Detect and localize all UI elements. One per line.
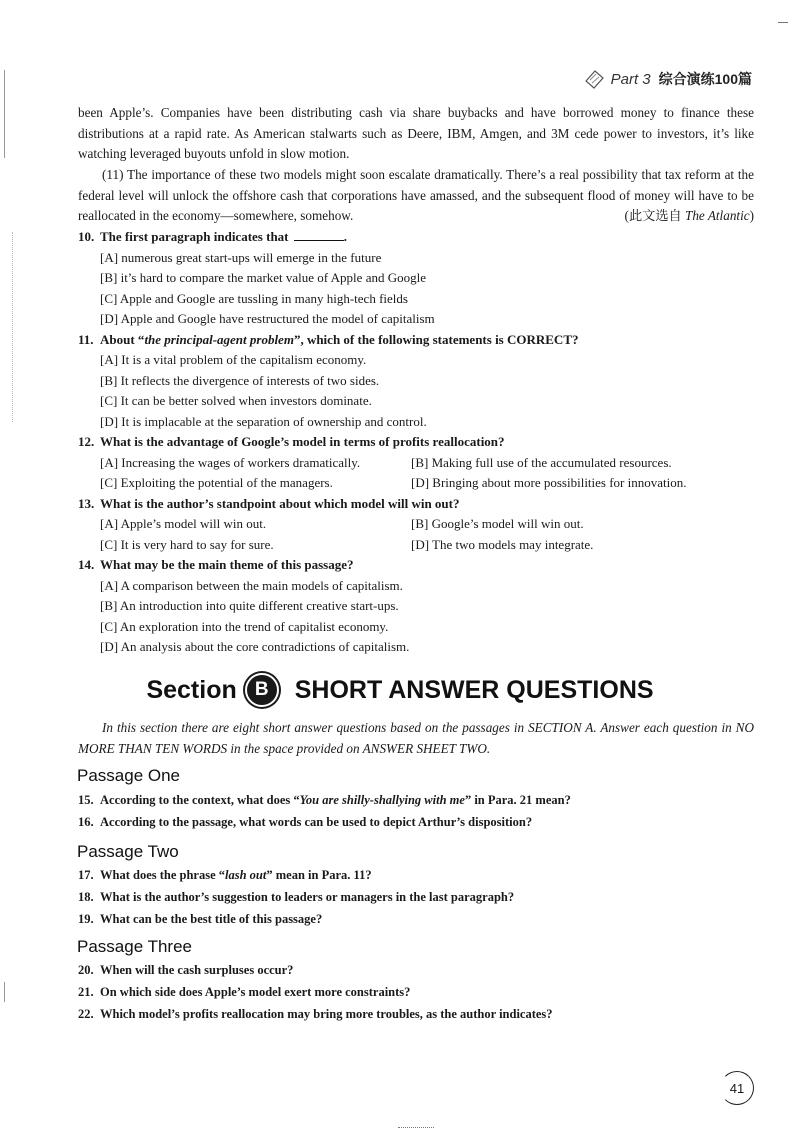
source-title: The Atlantic	[685, 208, 750, 223]
option: [B] Google’s model will win out.	[411, 516, 584, 531]
question-text: The first paragraph indicates that	[100, 229, 289, 244]
passage-heading: Passage Two	[77, 842, 179, 861]
source-note	[601, 206, 754, 227]
question-emphasis: lash out	[225, 868, 267, 882]
section-heading	[0, 673, 800, 707]
option: [B] it’s hard to compare the market value of Apple and Google	[100, 270, 426, 285]
question-stem	[78, 886, 758, 908]
question-number: 22.	[78, 1007, 94, 1021]
question-text: ”, which of the following statements is CORRECT?	[293, 331, 579, 347]
part-logo-icon	[583, 68, 607, 90]
section-instructions: In this section there are eight short answer questions based on the passages in SECTION A. Answer each question in NO MORE THAN TEN WORDS in the space provided on ANSWER SHEET TWO.	[78, 720, 754, 756]
source-prefix: (此文选自	[624, 208, 685, 223]
margin-line	[4, 982, 5, 1002]
option: [D] Apple and Google have restructured the model of capitalism	[100, 311, 435, 326]
short-answer-list	[78, 959, 758, 1025]
question-text: About “	[100, 331, 145, 347]
question-emphasis: You are shilly-shallying with me	[299, 793, 465, 807]
question-text: What may be the main theme of this passage?	[100, 557, 354, 572]
question-number: 14.	[78, 557, 95, 572]
option: [B] Making full use of the accumulated resources.	[411, 454, 672, 470]
section-cn-title: 综合演练100篇	[658, 71, 752, 87]
option: [D] It is implacable at the separation of ownership and control.	[100, 413, 427, 429]
question-stem	[78, 494, 758, 515]
question-number: 10.	[78, 229, 95, 244]
option: [D] The two models may integrate.	[411, 536, 594, 552]
option: [B] An introduction into quite different creative start-ups.	[100, 598, 399, 613]
short-answer-list	[78, 864, 758, 930]
question-stem	[78, 789, 758, 811]
option: [B] It reflects the divergence of interests of two sides.	[100, 372, 380, 388]
question-text: Which model’s profits reallocation may bring more troubles, as the author indicates?	[100, 1007, 553, 1021]
question-number: 17.	[78, 868, 94, 882]
option: [A] Apple’s model will win out.	[100, 516, 267, 531]
corner-mark	[778, 22, 788, 23]
question-text: On which side does Apple’s model exert more constraints?	[100, 985, 411, 999]
question-text: What is the advantage of Google’s model in terms of profits reallocation?	[100, 434, 505, 449]
option: [C] Apple and Google are tussling in many high-tech fields	[100, 290, 408, 306]
short-answer-list	[78, 789, 758, 833]
question-stem	[78, 959, 758, 981]
question-stem	[78, 1003, 758, 1025]
source-suffix: )	[749, 208, 754, 223]
bottom-mark	[398, 1127, 434, 1128]
question-text: What is the author’s standpoint about which model will win out?	[100, 495, 460, 511]
option: [A] numerous great start-ups will emerge in the future	[100, 249, 382, 265]
page-number: 41	[720, 1071, 754, 1105]
option: [C] Exploiting the potential of the managers.	[100, 475, 333, 490]
question-number: 15.	[78, 793, 94, 807]
question-text: What can be the best title of this passage?	[100, 912, 323, 926]
section-letter-badge: B	[245, 673, 279, 707]
question-stem	[78, 811, 758, 833]
question-number: 13.	[78, 495, 95, 511]
part-label: Part 3	[610, 70, 651, 88]
margin-line	[4, 70, 5, 158]
option: [D] Bringing about more possibilities for innovation.	[411, 475, 687, 490]
passage-heading: Passage Three	[77, 937, 192, 956]
question-text: ” mean in Para. 11?	[266, 868, 372, 882]
section-word: Section	[146, 675, 237, 704]
passage-paragraph-11	[78, 165, 754, 227]
question-text: ” in Para. 21 mean?	[464, 793, 571, 807]
question-stem	[78, 555, 758, 576]
question-number: 21.	[78, 985, 94, 999]
question-text: According to the passage, what words can be used to depict Arthur’s disposition?	[100, 815, 533, 829]
question-number: 19.	[78, 912, 94, 926]
question-text: According to the context, what does “	[100, 793, 300, 807]
running-header	[583, 68, 752, 90]
question-emphasis: the principal-agent problem	[144, 331, 294, 347]
answer-blank	[294, 230, 344, 241]
question-text: When will the cash surpluses occur?	[100, 963, 294, 977]
question-text: What does the phrase “	[100, 868, 226, 882]
section-title-text: SHORT ANSWER QUESTIONS	[294, 675, 654, 704]
question-number: 11.	[78, 331, 94, 347]
margin-dots	[12, 232, 15, 422]
question-text: What is the author’s suggestion to leaders or managers in the last paragraph?	[100, 890, 515, 904]
question-stem	[78, 864, 758, 886]
option: [D] An analysis about the core contradictions of capitalism.	[100, 639, 410, 654]
option: [C] An exploration into the trend of capitalist economy.	[100, 618, 389, 634]
option: [A] Increasing the wages of workers dramatically.	[100, 454, 361, 470]
option: [C] It is very hard to say for sure.	[100, 536, 274, 552]
option-row	[78, 535, 758, 556]
option: [C] It can be better solved when investors dominate.	[100, 393, 372, 408]
option-row	[78, 514, 758, 535]
paragraph-text: (11) The importance of these two models might soon escalate dramatically. There’s a real possibility that tax reform at the federal level will unlock the offshore cash that corporations have amassed, and the subsequent flood of money will have to be reallocated in the economy—somewhere, somehow.	[78, 167, 754, 223]
option-row	[78, 453, 758, 474]
question-stem	[78, 981, 758, 1003]
option: [A] It is a vital problem of the capitalism economy.	[100, 352, 367, 367]
question-number: 20.	[78, 963, 94, 977]
question-number: 18.	[78, 890, 94, 904]
question-number: 12.	[78, 434, 95, 449]
question-stem: 10. The first paragraph indicates that .	[78, 227, 758, 248]
question-stem	[78, 330, 758, 351]
question-number: 16.	[78, 815, 94, 829]
passage-paragraph: been Apple’s. Companies have been distributing cash via share buybacks and have borrowed money to finance these distributions at a rapid rate. As American stalwarts such as Deere, IBM, Amgen, and 3M cede power to investors, it’s like watching leveraged buyouts unfold in slow motion.	[78, 105, 754, 161]
question-stem	[78, 432, 758, 453]
question-stem	[78, 908, 758, 930]
option: [A] A comparison between the main models of capitalism.	[100, 577, 403, 593]
option-row	[78, 473, 758, 494]
passage-heading: Passage One	[77, 766, 181, 785]
multiple-choice-questions	[78, 227, 758, 658]
